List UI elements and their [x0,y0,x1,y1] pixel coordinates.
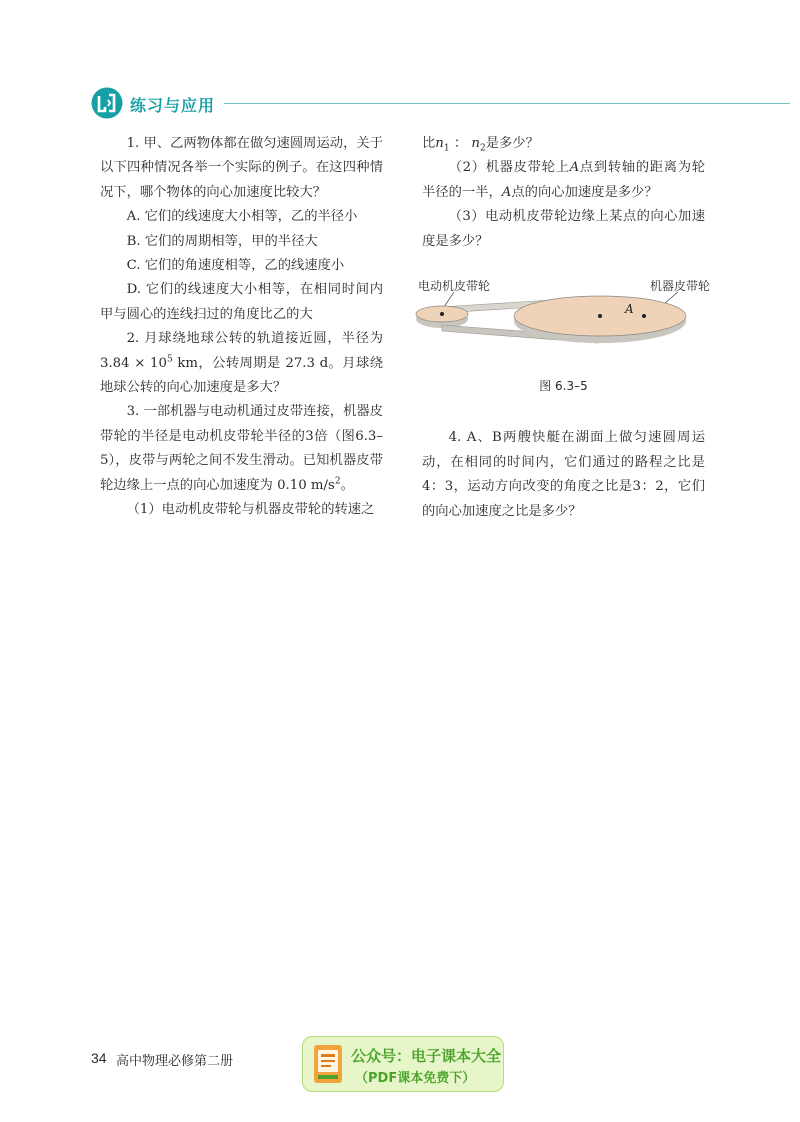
watermark-badge [302,1036,504,1092]
orbit-radius-mantissa: 3.84 × 10 [100,355,167,371]
section-title: 练习与应用 [130,96,216,115]
unit-exponent: 2 [334,476,341,487]
sub2-text-b: 点到转轴的距离为轮半径的一半， [422,160,705,200]
question-3-sub-1: （1）电动机皮带轮与机器皮带轮的转速之 [126,502,375,518]
belt-pulley-figure [412,272,712,368]
textbook-icon [311,1043,345,1085]
figure-caption: 图 6.3–5 [539,379,588,394]
question-3-end: 。 [340,477,354,493]
question-2-text: 2. 月球绕地球公转的轨道接近圆，半径为 [126,331,383,347]
question-1-option-a: A. 它们的线速度大小相等，乙的半径小 [126,209,358,225]
question-3-text: 3. 一部机器与电动机通过皮带连接，机器皮带轮的半径是电动机皮带轮半径的3倍（图6.3–5），皮带与两轮之间不发生滑动。已知机器皮带轮边缘上一点的向心加速度为 0.10 m/s [100,404,383,493]
ratio-separator: ： [449,136,468,151]
right-column [418,132,711,524]
question-3-sub-2 [422,156,705,205]
question-2 [100,327,383,400]
pulley-diagram [412,292,712,362]
question-2-text-end: km，公转周期是 27.3 d。月球绕地球公转的向心加速度是多大？ [100,355,384,396]
sub2-text-c: 点的向心加速度是多少？ [511,184,658,200]
orbit-radius-exponent: 5 [166,354,173,365]
point-a-label: A [625,302,634,317]
point-a-symbol: A [569,160,580,176]
ratio-prefix: 比 [422,136,436,151]
question-1-stem: 1. 甲、乙两物体都在做匀速圆周运动，关于以下四种情况各举一个实际的例子。在这四种情况下，哪个物体的向心加速度比较大？ [100,136,383,200]
question-1-option-b: B. 它们的周期相等，甲的半径大 [126,233,318,249]
question-1-option-d: D. 它们的线速度大小相等，在相同时间内甲与圆心的连线扫过的角度比乙的大 [100,282,383,322]
point-a-symbol-2: A [501,184,512,200]
watermark-line-2: （PDF课本免费下） [355,1071,476,1086]
section-header [90,86,790,122]
ratio-suffix: 是多少？ [485,136,539,151]
question-1-option-c: C. 它们的角速度相等，乙的线速度小 [126,258,345,274]
sub2-text-a: （2）机器皮带轮上 [448,160,570,176]
n1-symbol: n [435,136,444,151]
n2-symbol: n [471,136,480,151]
motor-pulley-center [440,312,444,316]
watermark-line-1: 公众号：电子课本大全 [351,1047,502,1065]
question-3-stem [100,400,383,498]
question-3-sub-3: （3）电动机皮带轮边缘上某点的向心加速度是多少？ [422,209,705,249]
machine-pulley-label: 机器皮带轮 [650,279,711,294]
section-divider [224,103,790,104]
page-number: 34 [91,1050,107,1066]
exercise-icon [90,86,124,120]
n1-subscript: 1 [443,143,450,154]
question-4: 4. A、B两艘快艇在湖面上做匀速圆周运动，在相同的时间内，它们通过的路程之比是4：3，运动方向改变的角度之比是3：2，它们的向心加速度之比是多少？ [422,430,705,519]
motor-pulley-label: 电动机皮带轮 [418,279,491,294]
question-3-sub-1-continued [422,132,705,156]
n2-subscript: 2 [479,143,486,154]
book-title: 高中物理必修第二册 [116,1054,234,1069]
left-column [100,132,383,523]
point-a-dot [642,314,646,318]
machine-pulley-center [598,314,602,318]
